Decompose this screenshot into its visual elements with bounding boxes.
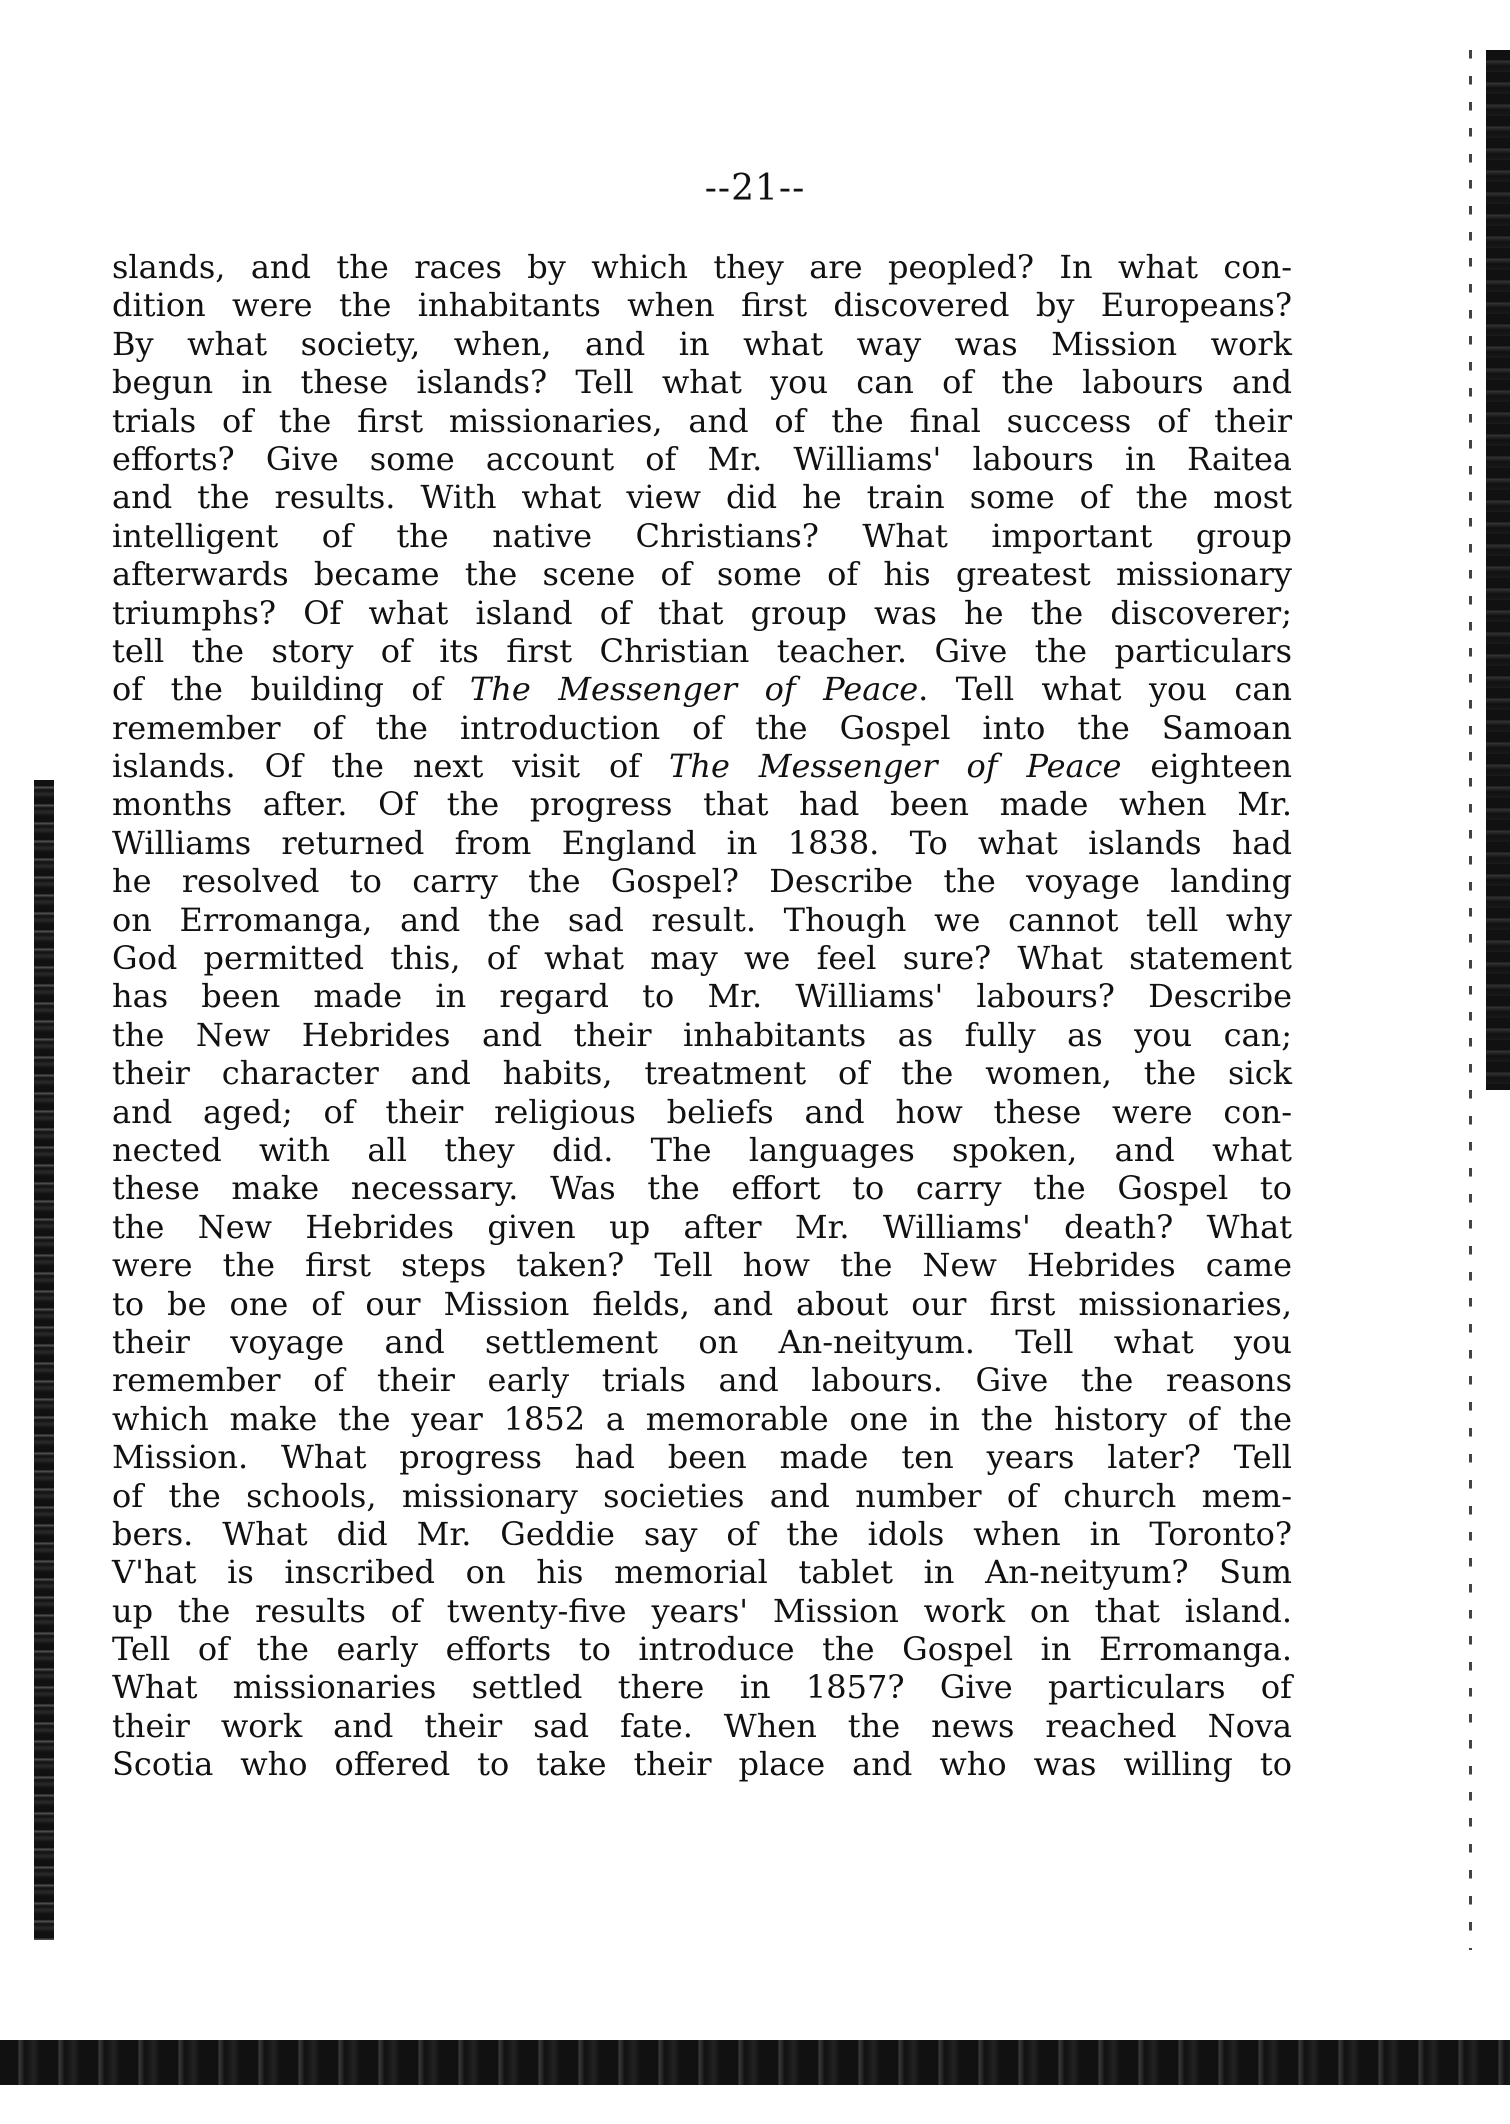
text-line: of the building of The Messenger of Peace. Tell what you can [112, 670, 1293, 709]
text-line: tell the story of its first Christian teacher. Give the particulars [112, 631, 1292, 670]
text-line: trials of the first missionaries, and of the final success of their [112, 401, 1292, 440]
text-line: begun in these islands? Tell what you can of the labours and [112, 363, 1292, 402]
text-line: has been made in regard to Mr. Williams' labours? Describe [112, 977, 1292, 1016]
text-line: nected with all they did. The languages spoken, and what [112, 1130, 1292, 1169]
text-line: to be one of our Mission fields, and about our first missionaries, [112, 1284, 1292, 1323]
text-line: remember of their early trials and labours. Give the reasons [112, 1361, 1292, 1400]
text-line: What missionaries settled there in 1857? Give particulars of [112, 1668, 1292, 1707]
text-line: months after. Of the progress that had been made when Mr. [112, 785, 1292, 824]
text-line: Tell of the early efforts to introduce the Gospel in Erromanga. [112, 1630, 1292, 1669]
scan-edge-right-thin [1469, 50, 1472, 1950]
page-number: --21-- [704, 168, 806, 209]
text-line: triumphs? Of what island of that group was he the discoverer; [112, 593, 1292, 632]
text-line: By what society, when, and in what way was Mission work [112, 324, 1292, 363]
text-line: up the results of twenty-five years' Mission work on that island. [112, 1591, 1292, 1630]
book-title: The Messenger of Peace [668, 747, 1122, 786]
text-line: and the results. With what view did he train some of the most [112, 478, 1292, 517]
text-line: remember of the introduction of the Gospel into the Samoan [112, 708, 1292, 747]
scan-edge-left [34, 780, 54, 1940]
text-line: of the schools, missionary societies and number of church mem- [112, 1476, 1292, 1515]
text-line: dition were the inhabitants when first discovered by Europeans? [112, 286, 1292, 325]
text-line: bers. What did Mr. Geddie say of the idols when in Toronto? [112, 1514, 1292, 1553]
text-line: intelligent of the native Christians? What important group [112, 516, 1292, 555]
text-line: Scotia who offered to take their place and who was willing to [112, 1745, 1292, 1784]
text-line: their character and habits, treatment of the women, the sick [112, 1054, 1292, 1093]
text-line: Mission. What progress had been made ten years later? Tell [112, 1438, 1292, 1477]
text-line: afterwards became the scene of some of his greatest missionary [112, 555, 1292, 594]
text-line: efforts? Give some account of Mr. Williams' labours in Raitea [112, 439, 1292, 478]
text-line: their work and their sad fate. When the news reached Nova [112, 1706, 1292, 1745]
scan-edge-bottom [0, 2040, 1510, 2085]
text-line: on Erromanga, and the sad result. Though we cannot tell why [112, 900, 1292, 939]
text-line: were the first steps taken? Tell how the New Hebrides came [112, 1246, 1292, 1285]
text-line: slands, and the races by which they are peopled? In what con- [112, 248, 1292, 286]
book-title: The Messenger of Peace [469, 670, 919, 709]
text-line: he resolved to carry the Gospel? Describe the voyage landing [112, 862, 1292, 901]
text-line: and aged; of their religious beliefs and how these were con- [112, 1092, 1292, 1131]
text-line: V'hat is inscribed on his memorial tablet in An-neityum? Sum [112, 1553, 1292, 1592]
text-line: their voyage and settlement on An-neityum. Tell what you [112, 1322, 1292, 1361]
text-line: the New Hebrides and their inhabitants as fully as you can; [112, 1015, 1292, 1054]
text-line: Williams returned from England in 1838. To what islands had [112, 823, 1292, 862]
text-line: God permitted this, of what may we feel sure? What statement [112, 939, 1292, 978]
text-line: these make necessary. Was the effort to carry the Gospel to [112, 1169, 1292, 1208]
text-line: the New Hebrides given up after Mr. Williams' death? What [112, 1207, 1292, 1246]
text-line: islands. Of the next visit of The Messenger of Peace eighteen [112, 747, 1293, 786]
text-line: which make the year 1852 a memorable one in the history of the [112, 1399, 1292, 1438]
body-text [112, 248, 1292, 1784]
